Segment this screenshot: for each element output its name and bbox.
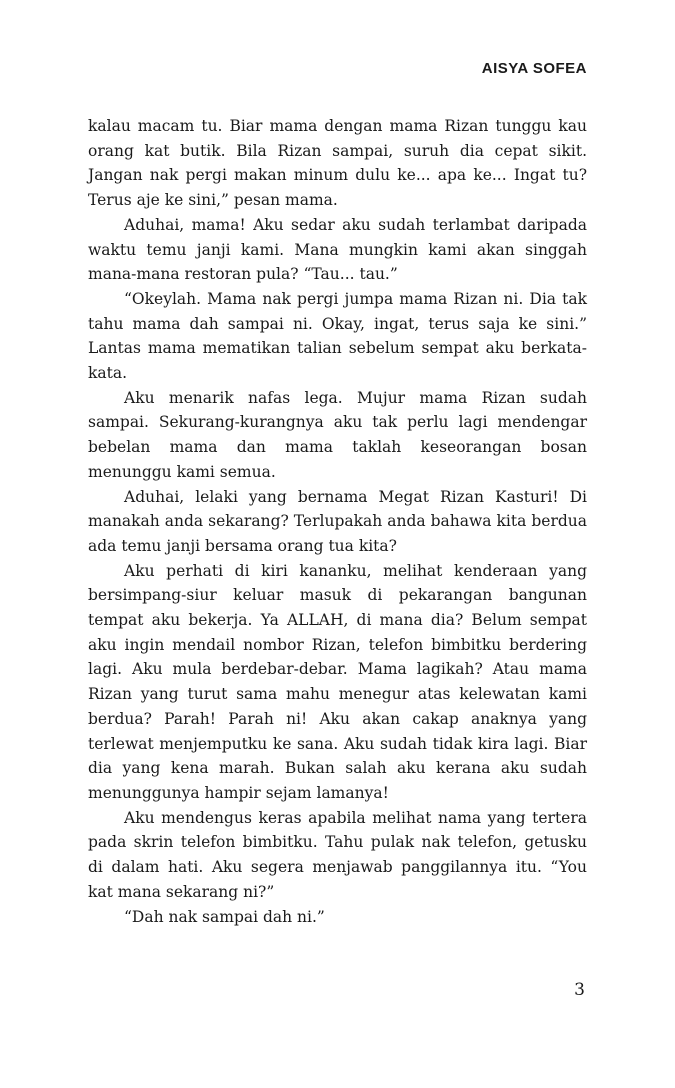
paragraph-1: kalau macam tu. Biar mama dengan mama Rizan tunggu kau orang kat butik. Bila Rizan sampai, suruh dia cepat sikit. Jangan nak pergi makan minum dulu ke... apa ke... Ingat tu? Terus aje ke sini,” pesan mama. <box>88 117 587 210</box>
paragraph-5: Aduhai, lelaki yang bernama Megat Rizan Kasturi! Di manakah anda sekarang? Terlupakah anda bahawa kita berdua ada temu janji bersama orang tua kita? <box>88 487 587 555</box>
paragraph-4: Aku menarik nafas lega. Mujur mama Rizan sudah sampai. Sekurang-kurangnya aku tak perlu lagi mendengar bebelan mama dan mama taklah keseorangan bosan menunggu kami semua. <box>88 388 587 481</box>
paragraph-7: Aku mendengus keras apabila melihat nama yang tertera pada skrin telefon bimbitku. Tahu pulak nak telefon, getusku di dalam hati. Aku segera menjawab panggilannya itu. “You kat mana sekarang ni?” <box>88 808 587 901</box>
paragraph-8: “Dah nak sampai dah ni.” <box>124 907 325 926</box>
running-header-author: AISYA SOFEA <box>481 60 587 77</box>
paragraph-3: “Okeylah. Mama nak pergi jumpa mama Rizan ni. Dia tak tahu mama dah sampai ni. Okay, ingat, terus saja ke sini.” Lantas mama mematikan talian sebelum sempat aku berkata-kata. <box>88 289 587 383</box>
page-number: 3 <box>574 980 585 1000</box>
paragraph-6: Aku perhati di kiri kananku, melihat kenderaan yang bersimpang-siur keluar masuk di pekarangan bangunan tempat aku bekerja. Ya ALLAH, di mana dia? Belum sempat aku ingin mendail nombor Rizan, telefon bimbitku berdering lagi. Aku mula berdebar-debar. Mama lagikah? Atau mama Rizan yang turut sama mahu menegur atas kelewatan kami berdua? Parah! Parah ni! Aku akan cakap anaknya yang terlewat menjemputku ke sana. Aku sudah tidak kira lagi. Biar dia yang kena marah. Bukan salah aku kerana aku sudah menunggunya hampir sejam lamanya! <box>88 561 587 802</box>
paragraph-2: Aduhai, mama! Aku sedar aku sudah terlambat daripada waktu temu janji kami. Mana mungkin kami akan singgah mana-mana restoran pula? “Tau... tau.” <box>88 215 587 284</box>
body-text <box>88 114 587 929</box>
